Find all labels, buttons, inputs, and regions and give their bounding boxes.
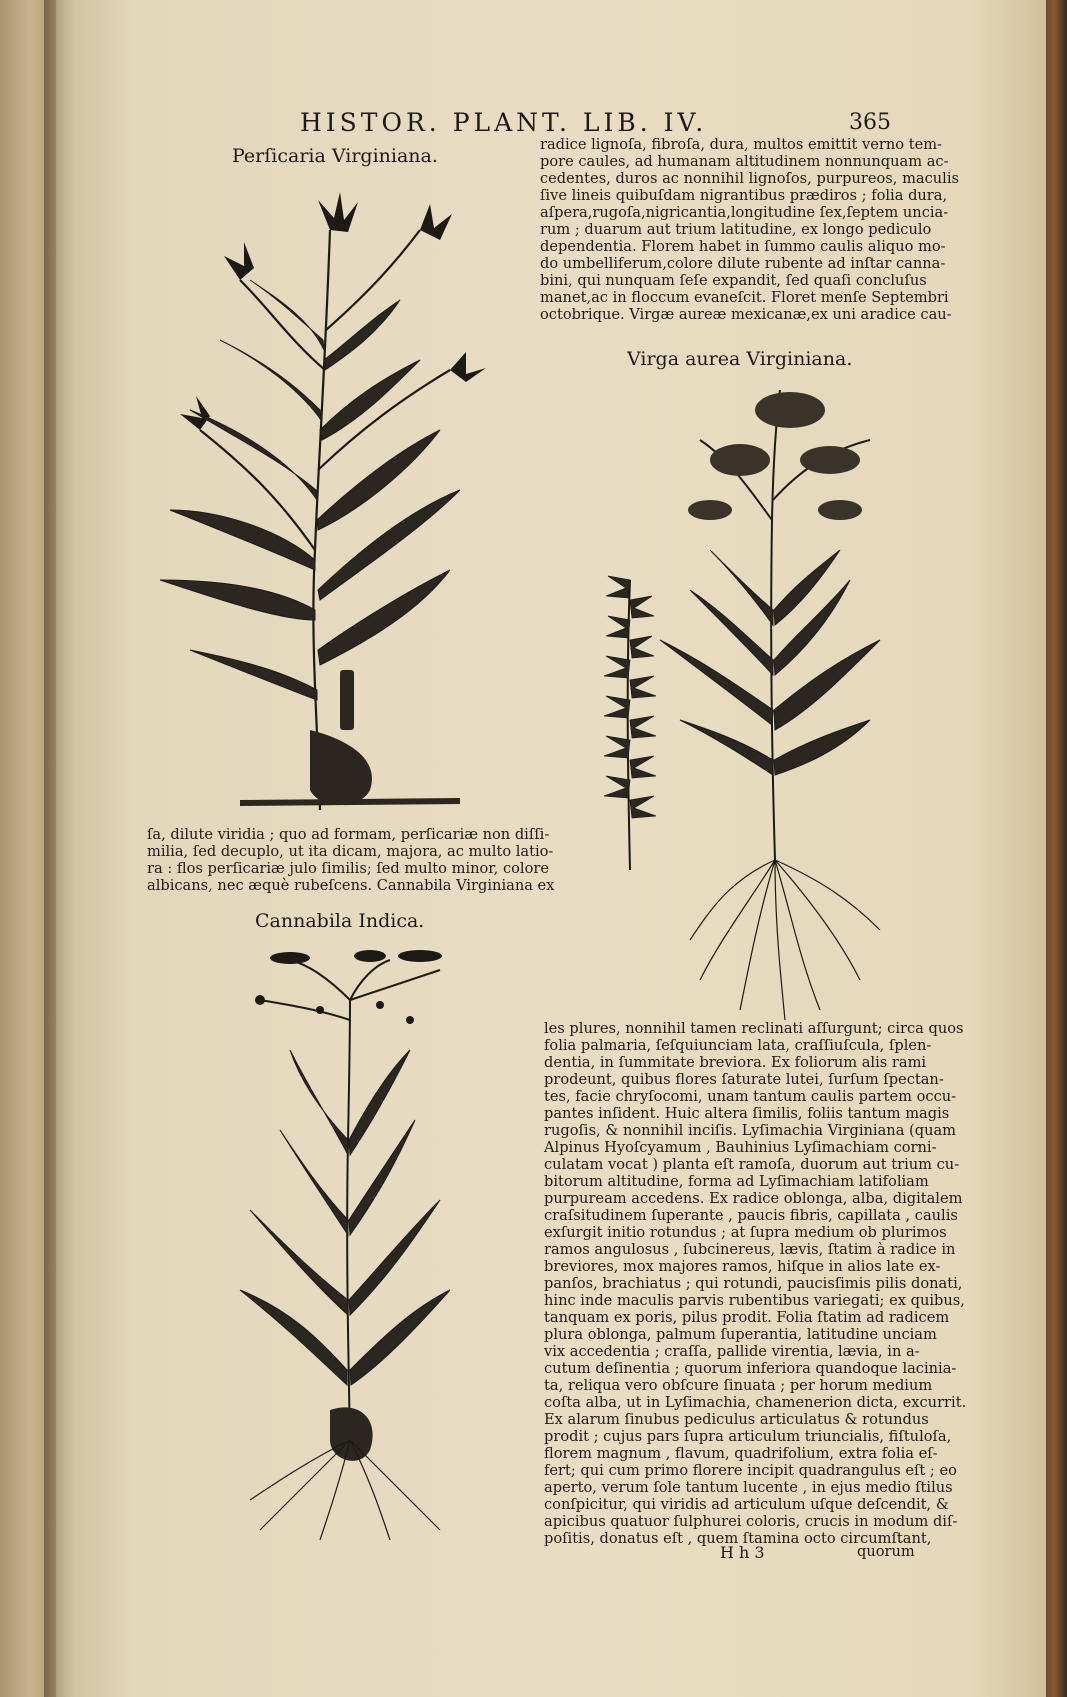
text-line: dentia, in ſummitate breviora. Ex foliorum alis rami: [544, 1054, 927, 1071]
text-line: Alpinus Hyoſcyamum , Bauhinius Lyſimachiam corni-: [544, 1139, 937, 1156]
text-line: cutum deſinentia ; quorum inferiora quandoque lacinia-: [544, 1360, 957, 1377]
text-line: hinc inde maculis parvis rubentibus variegati; ex quibus,: [544, 1292, 965, 1309]
text-line: prodeunt, quibus flores ſaturate lutei, ſurſum ſpectan-: [544, 1071, 944, 1088]
text-line: vix accedentia ; craſſa, pallide virentia, lævia, in a-: [544, 1343, 920, 1360]
text-line: bini, qui nunquam ſeſe expandit, ſed quaſi concluſus: [540, 272, 927, 289]
text-line: ramos angulosus , ſubcinereus, lævis, ſtatim à radice in: [544, 1241, 956, 1258]
text-line: dependentia. Florem habet in ſummo caulis aliquo mo-: [540, 238, 946, 255]
text-line: pantes inſident. Huic altera ſimilis, foliis tantum magis: [544, 1105, 950, 1122]
gutter-shadow: [44, 0, 74, 1697]
figure-caption-persicaria: Perſicaria Virginiana.: [232, 145, 438, 167]
text-line: plura oblonga, palmum ſuperantia, latitudine unciam: [544, 1326, 937, 1343]
persicaria-illustration: [160, 170, 510, 810]
text-line: aperto, verum ſole tantum lucente , in ejus medio ſtilus: [544, 1479, 953, 1496]
text-line: culatam vocat ) planta eſt ramoſa, duorum aut trium cu-: [544, 1156, 960, 1173]
text-line: Ex alarum ſinubus pediculus articulatus & rotundus: [544, 1411, 929, 1428]
text-line: les plures, nonnihil tamen reclinati aſſurgunt; circa quos: [544, 1020, 964, 1037]
text-line: ſive lineis quibuſdam nigrantibus prædiros ; folia dura,: [540, 187, 948, 204]
text-line: exſurgit initio rotundus ; at ſupra medium ob plurimos: [544, 1224, 947, 1241]
cannabila-illustration: [210, 940, 460, 1540]
text-line: fert; qui cum primo florere incipit quadrangulus eſt ; eo: [544, 1462, 957, 1479]
text-line: florem magnum , flavum, quadrifolium, extra folia eſ-: [544, 1445, 938, 1462]
text-line: albicans, nec æquè rubeſcens. Cannabila Virginiana ex: [147, 877, 555, 894]
text-line: panſos, brachiatus ; qui rotundi, paucisſimis pilis donati,: [544, 1275, 963, 1292]
signature-mark: H h 3: [720, 1543, 765, 1562]
text-line: poſitis, donatus eſt , quem ſtamina octo circumſtant,: [544, 1530, 932, 1547]
text-line: tes, facie chryſocomi, unam tantum caulis partem occu-: [544, 1088, 957, 1105]
catchword: quorum: [857, 1543, 915, 1560]
text-line: prodit ; cujus pars ſupra articulum triuncialis, fiſtuloſa,: [544, 1428, 952, 1445]
text-line: ſa, dilute viridia ; quo ad formam, perſicariæ non diſſi-: [147, 826, 550, 843]
text-line: pore caules, ad humanam altitudinem nonnunquam ac-: [540, 153, 949, 170]
text-line: radice lignoſa, fibroſa, dura, multos emittit verno tem-: [540, 136, 942, 153]
text-line: manet,ac in floccum evaneſcit. Floret menſe Septembri: [540, 289, 949, 306]
running-head: HISTOR. PLANT. LIB. IV.: [300, 108, 708, 137]
text-line: coſta alba, ut in Lyſimachia, chamenerion dicta, excurrit.: [544, 1394, 967, 1411]
text-line: purpuream accedens. Ex radice oblonga, alba, digitalem: [544, 1190, 963, 1207]
text-line: breviores, mox majores ramos, hiſque in alios late ex-: [544, 1258, 941, 1275]
text-line: folia palmaria, ſeſquiunciam lata, craſſiuſcula, ſplen-: [544, 1037, 932, 1054]
page-edge-right: [1046, 0, 1067, 1697]
text-line: do umbelliferum,colore dilute rubente ad inſtar canna-: [540, 255, 946, 272]
text-line: ta, reliqua vero obſcure ſinuata ; per horum medium: [544, 1377, 933, 1394]
text-line: cedentes, duros ac nonnihil lignoſos, purpureos, maculis: [540, 170, 960, 187]
text-line: aſpera,rugoſa,nigricantia,longitudine ſex,ſeptem uncia-: [540, 204, 949, 221]
text-line: craſsitudinem ſuperante , paucis fibris, capillata , caulis: [544, 1207, 958, 1224]
figure-caption-cannabila: Cannabila Indica.: [255, 910, 425, 932]
text-line: octobrique. Virgæ aureæ mexicanæ,ex uni aradice cau-: [540, 306, 952, 323]
text-line: conſpicitur, qui viridis ad articulum uſque deſcendit, &: [544, 1496, 949, 1513]
figure-caption-virga-aurea: Virga aurea Virginiana.: [627, 348, 853, 370]
text-line: rugoſis, & nonnihil inciſis. Lyſimachia Virginiana (quam: [544, 1122, 957, 1139]
text-line: apicibus quatuor ſulphurei coloris, crucis in modum diſ-: [544, 1513, 958, 1530]
text-line: tanquam ex poris, pilus prodit. Folia ſtatim ad radicem: [544, 1309, 950, 1326]
text-line: milia, ſed decuplo, ut ita dicam, majora, ac multo latio-: [147, 843, 554, 860]
page-number: 365: [849, 110, 891, 135]
text-line: ra : flos perſicariæ julo ſimilis; ſed multo minor, colore: [147, 860, 549, 877]
text-line: bitorum altitudine, forma ad Lyſimachiam latifoliam: [544, 1173, 929, 1190]
text-line: rum ; duarum aut trium latitudine, ex longo pediculo: [540, 221, 932, 238]
virga-aurea-illustration: [590, 380, 900, 1020]
